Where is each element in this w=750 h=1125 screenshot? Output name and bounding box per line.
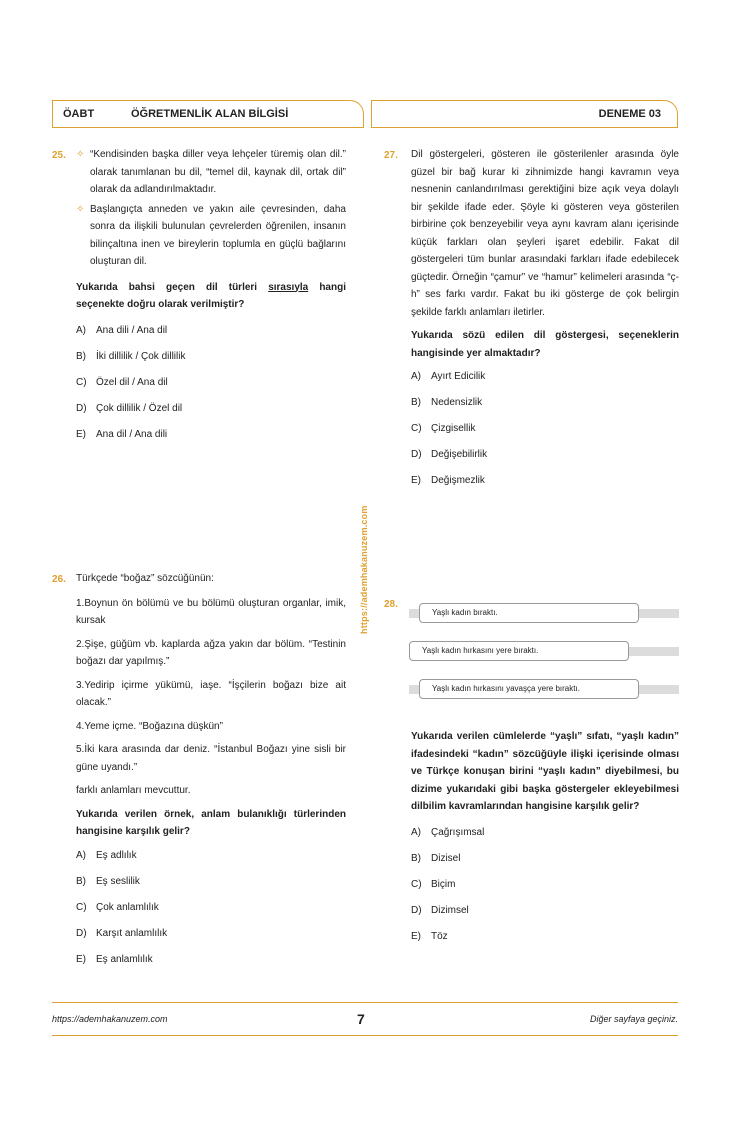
header-right-box xyxy=(371,100,678,128)
option-e[interactable]: E) Değişmezlik xyxy=(411,475,485,486)
option-c[interactable]: C) Özel dil / Ana dil xyxy=(76,376,168,388)
question-27 xyxy=(411,146,679,498)
option-c[interactable]: C) Biçim xyxy=(411,878,456,890)
option-b[interactable]: B) Eş seslilik xyxy=(76,875,140,887)
option-c[interactable]: C) Çizgisellik xyxy=(411,423,476,434)
option-e[interactable]: E) Töz xyxy=(411,930,448,942)
question-26-intro: Türkçede “boğaz” sözcüğünün: xyxy=(76,573,214,584)
question-25-stem: Yukarıda bahsi geçen dil türleri sırasıyla hangi seçenekte doğru olarak verilmiştir? xyxy=(76,281,346,310)
option-c[interactable]: C) Çok anlamlılık xyxy=(76,901,159,913)
question-26-options xyxy=(76,847,346,969)
footer-top-line xyxy=(52,1002,678,1003)
option-a[interactable]: A) Eş adlılık xyxy=(76,849,137,861)
question-27-stem: Yukarıda sözü edilen dil göstergesi, seçeneklerin hangisinde yer almaktadır? xyxy=(411,330,679,359)
question-28-stem: Yukarıda verilen cümlelerde “yaşlı” sıfatı, “yaşlı kadın” ifadesindeki “kadın” sözcüğüyle ilişki içerisinde olması ve Türkçe konuşan birini “yaşlı kadın” diyebilmesi, bu dizime yukarıdaki gibi başka göstergeler ekleyebilmesi dilbilim kavramlarından hangisine karşılık gelir? xyxy=(411,731,679,812)
footer-bottom-line xyxy=(52,1035,678,1036)
sentence-box-2 xyxy=(409,641,679,661)
question-26-item-3: 3.Yedirip içirme yükümü, iaşe. “İşçilerin boğazı bize ait olacak.” xyxy=(76,679,346,708)
option-a[interactable]: A) Ana dili / Ana dil xyxy=(76,324,168,336)
question-26-stem: Yukarıda verilen örnek, anlam bulanıklığı türlerinden hangisine karşılık gelir? xyxy=(76,808,346,837)
question-26-item-1: 1.Boynun ön bölümü ve bu bölümü oluşturan organlar, imik, kursak xyxy=(76,597,346,626)
option-b[interactable]: B) İki dillilik / Çok dillilik xyxy=(76,350,186,362)
option-a[interactable]: A) Ayırt Edicilik xyxy=(411,371,486,382)
header-left-box xyxy=(52,100,364,128)
sentence-box-3 xyxy=(409,679,679,699)
question-27-options xyxy=(411,368,679,490)
question-26-item-4: 4.Yeme içme. “Boğazına düşkün” xyxy=(76,720,223,732)
sentence-2: Yaşlı kadın hırkasını yere bıraktı. xyxy=(409,641,629,661)
question-26-outro: farklı anlamları mevcuttur. xyxy=(76,785,191,796)
option-d[interactable]: D) Dizimsel xyxy=(411,904,469,916)
option-b[interactable]: B) Dizisel xyxy=(411,852,461,864)
side-url: https://ademhakanuzem.com xyxy=(359,505,369,635)
option-a[interactable]: A) Çağrışımsal xyxy=(411,826,485,838)
option-d[interactable]: D) Çok dillilik / Özel dil xyxy=(76,402,183,414)
question-28-number: 28. xyxy=(384,599,398,610)
question-26-number: 26. xyxy=(52,574,66,585)
diamond-bullet-icon: ✧ xyxy=(76,149,85,160)
question-26-item-5: 5.İki kara arasında dar deniz. “İstanbul Boğazı yine sisli bir güne uyandı.” xyxy=(76,744,346,773)
sentence-1: Yaşlı kadın bıraktı. xyxy=(419,603,639,623)
diamond-bullet-icon: ✧ xyxy=(76,203,85,215)
question-27-number: 27. xyxy=(384,150,398,161)
question-25-options xyxy=(76,322,346,444)
option-b[interactable]: B) Nedensizlik xyxy=(411,397,483,408)
question-25-number: 25. xyxy=(52,150,66,161)
test-name: DENEME 03 xyxy=(598,108,661,120)
option-d[interactable]: D) Değişebilirlik xyxy=(411,449,488,460)
question-25-bullet-2: Başlangıçta anneden ve yakın aile çevresinden, daha sonra da ilişkili bulunulan çevrelerden öğrenilen, insanın bilinçaltına inen ve bireylerin toplumla en güçlü bağlarını oluşturan dil. xyxy=(90,203,346,267)
question-26 xyxy=(76,570,346,977)
question-25 xyxy=(76,146,346,452)
exam-name: ÖABT xyxy=(63,108,95,120)
question-26-item-2: 2.Şişe, güğüm vb. kaplarda ağza yakın dar bölüm. “Testinin boğazı dar yapılmış.” xyxy=(76,638,346,667)
question-28-options xyxy=(411,824,679,946)
option-e[interactable]: E) Eş anlamlılık xyxy=(76,953,153,965)
question-28 xyxy=(411,728,679,954)
question-25-bullet-1: “Kendisinden başka diller veya lehçeler türemiş olan dil.” olarak tanımlanan bu dil, “temel dil, kaynak dil, ortak dil” olarak da adlandırılmaktadır. xyxy=(90,149,346,195)
footer-url[interactable]: https://ademhakanuzem.com xyxy=(52,1014,168,1024)
next-page-note: Diğer sayfaya geçiniz. xyxy=(589,1014,678,1024)
page-number: 7 xyxy=(357,1011,365,1027)
sentence-box-1 xyxy=(409,603,679,623)
sentence-3: Yaşlı kadın hırkasını yavaşça yere bıraktı. xyxy=(419,679,639,699)
option-d[interactable]: D) Karşıt anlamlılık xyxy=(76,927,168,939)
subject-title: ÖĞRETMENLİK ALAN BİLGİSİ xyxy=(131,108,289,120)
question-27-text: Dil göstergeleri, gösteren ile gösterilenler arasında öyle güzel bir bağ kurar ki zihnimizde hangi kavramın veya nesnenin canlandırılması gerektiğini bize açık veya dolaylı bir şekilde ifade eder. Şöyle ki gösteren veya gösterilen birbirine çok benzeyebilir veya aynı kavram alanı içerisinde küçük farkları olan şeyleri işaret edebilir. Fakat dil göstergeleri tüm bunlar arasındaki farkları ifade edebilecek güçtedir. Örneğin “çamur” ve “hamur” kelimeleri arasında “ç-h” ses farkı vardır. Fakat bu iki gösterge de çok belirgin şekilde farklı anlamları iletirler. xyxy=(411,149,679,318)
option-e[interactable]: E) Ana dil / Ana dili xyxy=(76,428,168,440)
